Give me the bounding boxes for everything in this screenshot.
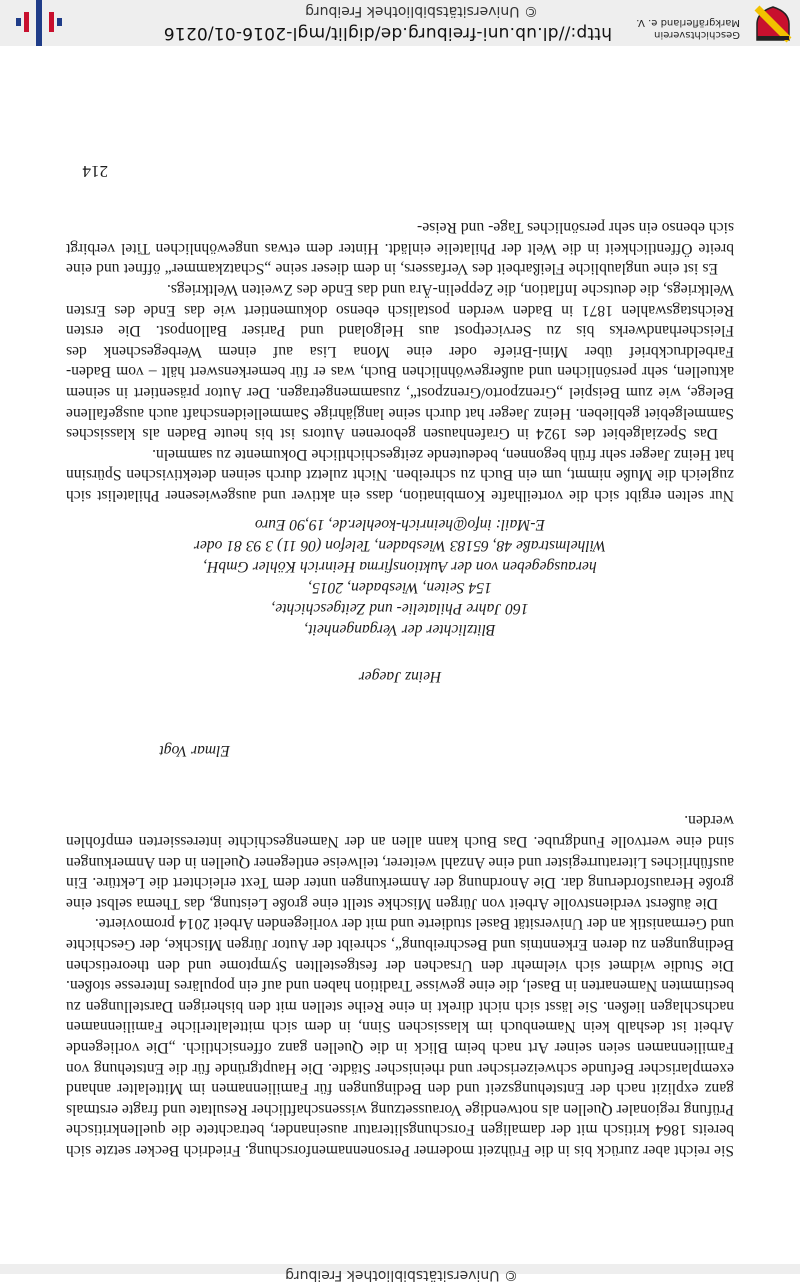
review2-paragraph: Das Spezialgebiet des 1924 in Grafenhausen geborenen Autors ist bis heute Baden als klassisches Sammelgebiet geblieben. Heinz Jaeger hat durch seine langjährige Sammelleidenschaft auch ausgefallene Belege, wie zum Beispiel „Grenzporto/Grenzpost“, zusammengetragen. Der Autor präsentiert in seinem aktuellen, sehr persönlichen und außergewöhnlichen Buch, was er für bemerkenswert hält – vom Baden-Farbeldruckbrief über Mini-Briefe oder eine Mona Lisa auf einem Werbegeschenk des Fleischerhandwerks bis zu Servicetpost aus Helgoland und Pariser Ballonpost. Die ersten Reichstagswahlen 1871 in Baden werden postalisch ebenso dokumentiert wie das Ende des Ersten Weltkriegs, die deutsche Inflation, die Zeppelin-Ära und das Ende des Zweiten Weltkriegs.: [66, 281, 734, 443]
university-library-logo-icon: [14, 0, 64, 46]
adjacent-page-footer-sliver: [0, 1264, 800, 1283]
review1-signature: Elmar Vogt: [159, 742, 230, 759]
association-name: [636, 16, 740, 40]
permalink-link[interactable]: http://dl.ub.uni-freiburg.de/diglit/mgl-2016-01/0216: [163, 23, 612, 43]
book-address-line: Wilhelmstraße 48, 65183 Wiesbaden, Telefon (06 11) 3 93 81 oder: [193, 537, 607, 554]
review2-paragraph: Es ist eine unglaubliche Fleißarbeit des Verfassers, in dem dieser seine „Schatzkammer“ öffnet und eine breite Öffentlichkeit in die Welt der Philatelie einlädt. Hinter dem etwas ungewöhnlichen Titel verbirgt sich ebenso ein sehr persönliches Tage- und Reise-: [66, 219, 734, 278]
digitization-footer: [0, 0, 800, 46]
sliver-copyright: © Universitätsbibliothek Freiburg: [285, 1267, 518, 1283]
copyright-text: © Universitätsbibliothek Freiburg: [305, 3, 538, 19]
book-subtitle-line: 160 Jahre Philatelie- und Zeitgeschichte,: [271, 600, 529, 617]
book-details: [0, 514, 800, 640]
page-number: 214: [82, 162, 108, 181]
association-line: Geschichtsverein: [654, 29, 740, 40]
book-publisher-line: herausgegeben von der Auktionsfirma Heinrich Köhler GmbH,: [203, 558, 597, 575]
book-pages-line: 154 Seiten, Wiesbaden, 2015,: [308, 579, 492, 596]
review1-paragraph: Sie reicht aber zurück bis in die Frühzeit moderner Personennamenforschung. Friedrich Becker setzte sich bereits 1864 kritisch mit der damaligen Forschungsliteratur auseinander, betrachtete die quellenkritische Prüfung regionaler Quellen als notwendige Voraussetzung wissenschaftlicher Resultate und fragte erstmals ganz explizit nach der Entstehungszeit und den Bedingungen für Familiennamen im Mittelalter anhand exemplarischer Befunde schweizerischer und rheinischer Städte. Die Hauptgründe für die Entstehung von Familiennamen seien seiner Art nach beim Blick in die Quellen ganz offensichtlich. „Die vorliegende Arbeit ist deshalb kein Namenbuch im klassischen Sinn, in dem sich mittelalterliche Familiennamen nachschlagen ließen. Sie lässt sich nicht direkt in eine Reihe stellen mit den bisherigen Darstellungen zu bestimmten Namenarten in Basel, die eine gewisse Tradition haben und auf ein populäres Interesse stoßen. Die Studie widmet sich vielmehr den Ursachen der festgestellten Symptome und den theoretischen Bedingungen zu deren Erkenntnis und Beschreibung“, schreibt der Autor Jürgen Mischke, der Geschichte und Germanistik an der Universität Basel studierte und mit der vorliegenden Arbeit 2014 promovierte.: [66, 915, 734, 1159]
book-contact-line: E-Mail: info@heinrich-koehler.de, 19,90 Euro: [254, 516, 546, 533]
review2-body: [66, 217, 734, 505]
review2-paragraph: Nur selten ergibt sich die vorteilhafte Kombination, dass ein aktiver und ausgewiesener Philatelist sich zugleich die Muße nimmt, um ein Buch zu schreiben. Nicht zuletzt durch seinen detektivischen Spürsinn hat Heinz Jaeger sehr früh begonnen, bedeutende zeitgeschichtliche Dokumente zu sammeln.: [66, 445, 734, 504]
association-line: Markgräflerland e. V.: [636, 17, 740, 28]
review2-author: Heinz Jaeger: [358, 668, 442, 685]
review1-paragraph: Die äußerst verdienstvolle Arbeit von Jürgen Mischke stellt eine große Leistung, das Thema selbst eine große Herausforderung dar. Die Anordnung der Anmerkungen unter dem Text erleichtert die Lektüre. Ein ausführliches Literaturregister und eine Anzahl weiterer, teilweise entlegener Quellen in den Anmerkungen sind eine wertvolle Fundgrube. Das Buch kann allen an der Namengeschichte interessierten empfohlen werden.: [66, 812, 734, 912]
association-crest-icon: [754, 6, 792, 42]
book-title-line: Blitzlichter der Vergangenheit,: [304, 621, 496, 638]
review-continuation: [66, 810, 734, 1160]
